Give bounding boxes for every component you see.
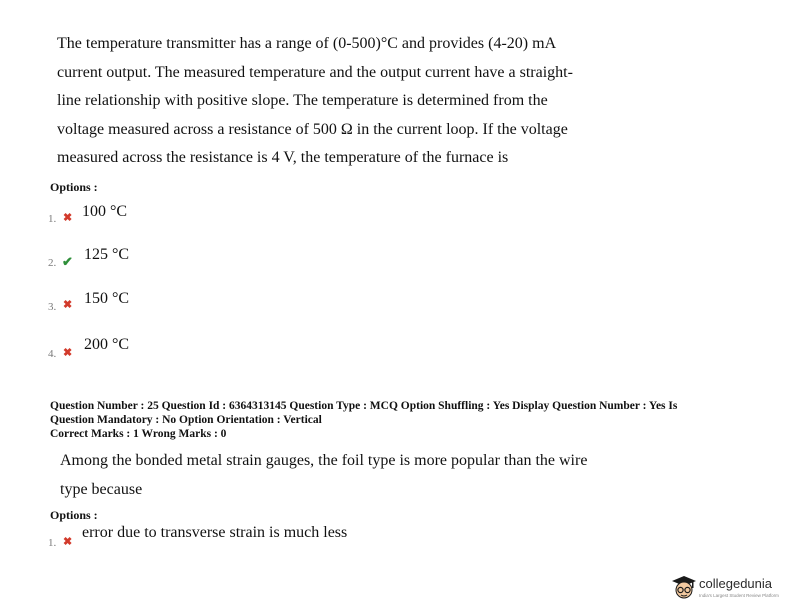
logo-tagline: India's Largest Student Review Platform	[699, 593, 779, 598]
wrong-mark-icon: ✖	[63, 212, 73, 224]
question-line: current output. The measured temperature and the output current have a straight-	[57, 64, 573, 81]
option-2[interactable]	[48, 246, 248, 270]
question-line: Among the bonded metal strain gauges, the foil type is more popular than the wire	[60, 452, 588, 469]
option-text: 150 °C	[84, 290, 130, 307]
wrong-mark-icon: ✖	[63, 299, 73, 311]
option-4[interactable]	[48, 336, 248, 362]
wrong-mark-icon: ✖	[63, 536, 73, 548]
option-number: 4.	[48, 348, 57, 360]
option-1[interactable]	[48, 524, 388, 548]
option-number: 2.	[48, 257, 57, 269]
wrong-mark-icon: ✖	[63, 347, 73, 359]
question-line: line relationship with positive slope. The temperature is determined from the	[57, 92, 548, 109]
options-label: Options :	[50, 180, 98, 194]
option-number: 1.	[48, 213, 57, 225]
collegedunia-logo	[670, 571, 788, 605]
option-text: 200 °C	[84, 336, 130, 353]
option-1[interactable]	[48, 203, 248, 227]
question-line: type because	[60, 481, 143, 498]
option-text: 100 °C	[82, 203, 128, 220]
question-line: voltage measured across a resistance of 500 Ω in the current loop. If the voltage	[57, 121, 568, 138]
option-text: 125 °C	[84, 246, 130, 263]
meta-line: Question Mandatory : No Option Orientation : Vertical	[50, 414, 322, 426]
option-text: error due to transverse strain is much less	[82, 524, 348, 541]
correct-check-icon: ✔	[62, 254, 73, 269]
question-line: The temperature transmitter has a range of (0-500)°C and provides (4-20) mA	[57, 35, 557, 52]
meta-line: Correct Marks : 1 Wrong Marks : 0	[50, 428, 227, 440]
meta-line: Question Number : 25 Question Id : 6364313145 Question Type : MCQ Option Shuffling : Yes Display Question Number : Yes Is	[50, 400, 678, 412]
option-number: 3.	[48, 301, 57, 313]
option-number: 1.	[48, 537, 57, 549]
option-3[interactable]	[48, 290, 248, 314]
options-label: Options :	[50, 508, 98, 522]
mascot-icon	[670, 573, 698, 601]
logo-name: collegedunia	[699, 576, 773, 591]
question-line: measured across the resistance is 4 V, the temperature of the furnace is	[57, 149, 509, 166]
